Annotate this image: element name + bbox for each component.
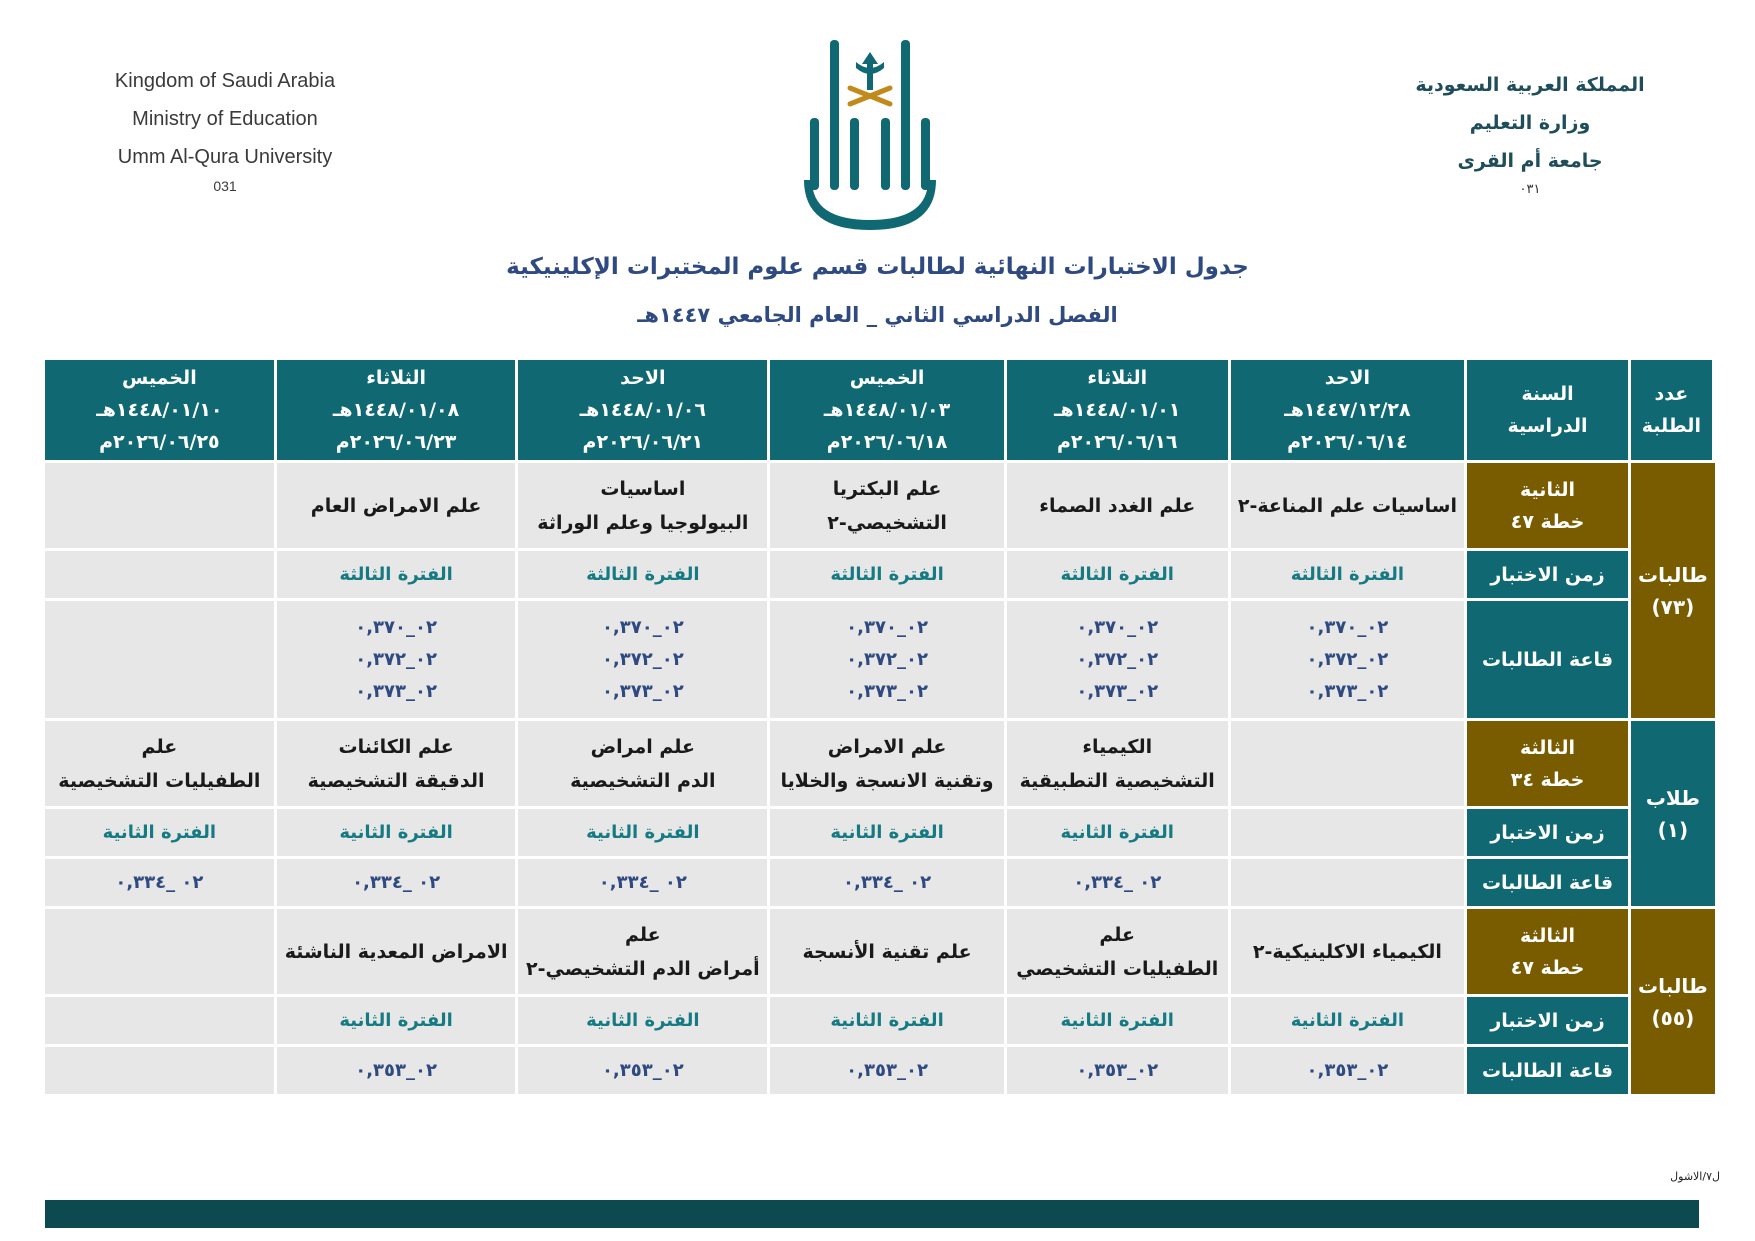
group-3-room-row <box>45 1047 1715 1094</box>
schedule-title: جدول الاختبارات النهائية لطالبات قسم علوم المختبرات الإكلينيكية <box>506 254 1249 280</box>
course-cell: علم امراض الدم التشخيصية <box>518 721 767 806</box>
hall-label: قاعة الطالبات <box>1467 859 1627 906</box>
course-cell: علم الطفيليات التشخيصي <box>1007 909 1228 994</box>
group-2-count: طلاب (١) <box>1631 721 1715 906</box>
hall-label: قاعة الطالبات <box>1467 601 1627 718</box>
header-day-4: الاحد ١٤٤٨/٠١/٠٦هـ ٢٠٢٦/٠٦/٢١م <box>518 360 767 460</box>
schedule-subtitle: الفصل الدراسي الثاني _ العام الجامعي ١٤٤٧هـ <box>637 303 1118 327</box>
course-cell: الامراض المعدية الناشئة <box>277 909 516 994</box>
period-cell: الفترة الثالثة <box>518 551 767 598</box>
group-3-year: الثالثة خطة ٤٧ <box>1467 909 1627 994</box>
room-cell: ٠٢_٠,٣٥٣ <box>770 1047 1004 1094</box>
period-cell: الفترة الثانية <box>277 809 516 856</box>
course-cell: علم الكائنات الدقيقة التشخيصية <box>277 721 516 806</box>
course-cell: اساسيات البيولوجيا وعلم الوراثة <box>518 463 767 548</box>
header-en-university: Umm Al-Qura University <box>117 146 333 168</box>
period-cell: الفترة الثالثة <box>1231 551 1465 598</box>
room-cell: ٠٢ _٠,٣٣٤ <box>277 859 516 906</box>
footer-bar <box>45 1200 1699 1228</box>
room-cell: ٠٢ _٠,٣٣٤ <box>770 859 1004 906</box>
header-en-ministry: Ministry of Education <box>132 108 318 130</box>
group-1-time-row <box>45 551 1715 598</box>
header-ar-university: جامعة أم القرى <box>1457 150 1603 172</box>
empty-cell <box>45 1047 274 1094</box>
course-cell: علم الامراض العام <box>277 463 516 548</box>
empty-cell <box>1231 859 1465 906</box>
empty-cell <box>1231 721 1465 806</box>
header-day-2: الثلاثاء ١٤٤٨/٠١/٠١هـ ٢٠٢٦/٠٦/١٦م <box>1007 360 1228 460</box>
header-ar-kingdom: المملكة العربية السعودية <box>1415 74 1645 96</box>
group-1-year: الثانية خطة ٤٧ <box>1467 463 1627 548</box>
empty-cell <box>45 909 274 994</box>
period-cell: الفترة الثانية <box>518 809 767 856</box>
header-day-6: الخميس ١٤٤٨/٠١/١٠هـ ٢٠٢٦/٠٦/٢٥م <box>45 360 274 460</box>
group-1-count: طالبات (٧٣) <box>1631 463 1715 718</box>
period-cell: الفترة الثالثة <box>1007 551 1228 598</box>
course-cell: علم تقنية الأنسجة <box>770 909 1004 994</box>
group-2-time-row <box>45 809 1715 856</box>
course-cell: علم الامراض وتقنية الانسجة والخلايا <box>770 721 1004 806</box>
exam-time-label: زمن الاختبار <box>1467 551 1627 598</box>
group-3-courses-row <box>45 909 1715 994</box>
room-cell: ٠٢_٠,٣٧٠ ٠٢_٠,٣٧٢ ٠٢_٠,٣٧٣ <box>1007 601 1228 718</box>
room-cell: ٠٢_٠,٣٥٣ <box>1231 1047 1465 1094</box>
room-cell: ٠٢_٠,٣٧٠ ٠٢_٠,٣٧٢ ٠٢_٠,٣٧٣ <box>518 601 767 718</box>
header-english <box>105 62 345 196</box>
course-cell: علم البكتريا التشخيصي-٢ <box>770 463 1004 548</box>
room-cell: ٠٢ _٠,٣٣٤ <box>518 859 767 906</box>
period-cell: الفترة الثانية <box>277 997 516 1044</box>
period-cell: الفترة الثانية <box>45 809 274 856</box>
period-cell: الفترة الثالثة <box>277 551 516 598</box>
header-en-code: 031 <box>213 178 237 194</box>
header-study-year: السنة الدراسية <box>1467 360 1627 460</box>
period-cell: الفترة الثانية <box>518 997 767 1044</box>
header-en-kingdom: Kingdom of Saudi Arabia <box>114 70 336 92</box>
room-cell: ٠٢_٠,٣٥٣ <box>1007 1047 1228 1094</box>
group-2-courses-row <box>45 721 1715 806</box>
header-day-5: الثلاثاء ١٤٤٨/٠١/٠٨هـ ٢٠٢٦/٠٦/٢٣م <box>277 360 516 460</box>
header-ar-code: ٠٣١ <box>1519 182 1541 197</box>
course-cell: اساسيات علم المناعة-٢ <box>1231 463 1465 548</box>
room-cell: ٠٢_٠,٣٧٠ ٠٢_٠,٣٧٢ ٠٢_٠,٣٧٣ <box>277 601 516 718</box>
room-cell: ٠٢_٠,٣٧٠ ٠٢_٠,٣٧٢ ٠٢_٠,٣٧٣ <box>1231 601 1465 718</box>
table-header-row <box>45 360 1715 460</box>
empty-cell <box>1231 809 1465 856</box>
room-cell: ٠٢_٠,٣٥٣ <box>518 1047 767 1094</box>
course-cell: الكيمياء الاكلينيكية-٢ <box>1231 909 1465 994</box>
empty-cell <box>45 463 274 548</box>
footnote: ل٧/الاشول <box>1670 1170 1720 1183</box>
group-2-year: الثالثة خطة ٣٤ <box>1467 721 1627 806</box>
period-cell: الفترة الثانية <box>770 997 1004 1044</box>
room-cell: ٠٢ _٠,٣٣٤ <box>1007 859 1228 906</box>
course-cell: علم الطفيليات التشخيصية <box>45 721 274 806</box>
period-cell: الفترة الثانية <box>770 809 1004 856</box>
group-1-room-row <box>45 601 1715 718</box>
period-cell: الفترة الثالثة <box>770 551 1004 598</box>
empty-cell <box>45 997 274 1044</box>
period-cell: الفترة الثانية <box>1007 809 1228 856</box>
exam-time-label: زمن الاختبار <box>1467 809 1627 856</box>
header-student-count: عدد الطلبة <box>1631 360 1715 460</box>
room-cell: ٠٢_٠,٣٥٣ <box>277 1047 516 1094</box>
course-cell: الكيمياء التشخيصية التطبيقية <box>1007 721 1228 806</box>
group-3-time-row <box>45 997 1715 1044</box>
course-cell: علم أمراض الدم التشخيصي-٢ <box>518 909 767 994</box>
group-3-count: طالبات (٥٥) <box>1631 909 1715 1094</box>
header-day-1: الاحد ١٤٤٧/١٢/٢٨هـ ٢٠٢٦/٠٦/١٤م <box>1231 360 1465 460</box>
empty-cell <box>45 601 274 718</box>
room-cell: ٠٢_٠,٣٧٠ ٠٢_٠,٣٧٢ ٠٢_٠,٣٧٣ <box>770 601 1004 718</box>
header-arabic <box>1380 66 1680 200</box>
header-ar-ministry: وزارة التعليم <box>1469 112 1591 134</box>
exam-time-label: زمن الاختبار <box>1467 997 1627 1044</box>
university-logo <box>800 30 940 230</box>
exam-schedule-table <box>42 357 1718 1097</box>
period-cell: الفترة الثانية <box>1231 997 1465 1044</box>
group-2-room-row <box>45 859 1715 906</box>
course-cell: علم الغدد الصماء <box>1007 463 1228 548</box>
empty-cell <box>45 551 274 598</box>
header-day-3: الخميس ١٤٤٨/٠١/٠٣هـ ٢٠٢٦/٠٦/١٨م <box>770 360 1004 460</box>
hall-label: قاعة الطالبات <box>1467 1047 1627 1094</box>
room-cell: ٠٢ _٠,٣٣٤ <box>45 859 274 906</box>
group-1-courses-row <box>45 463 1715 548</box>
period-cell: الفترة الثانية <box>1007 997 1228 1044</box>
